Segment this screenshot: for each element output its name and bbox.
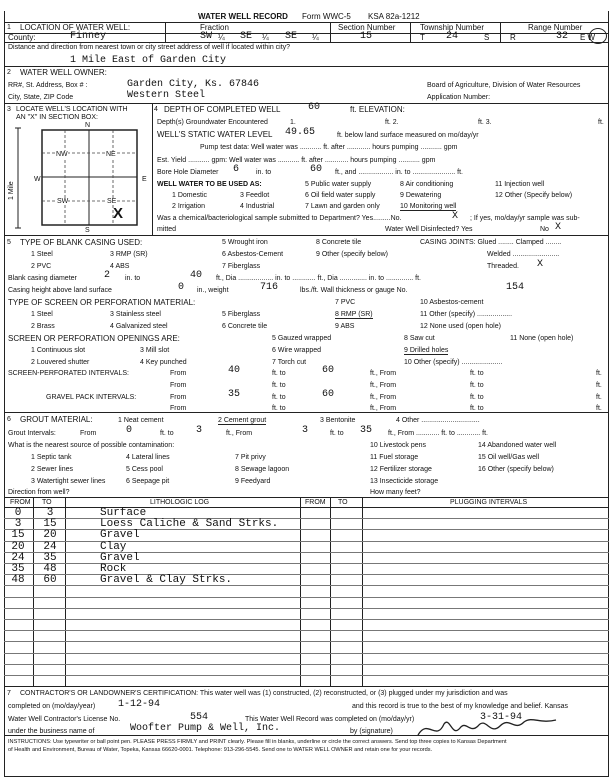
- static-level-tail: ft. below land surface measured on mo/day/yr: [337, 132, 479, 139]
- business-name[interactable]: Woofter Pump & Well, Inc.: [130, 723, 281, 734]
- disinfected-no: No: [540, 226, 549, 233]
- from-label: From: [170, 405, 187, 412]
- opening-1[interactable]: 1 Continuous slot: [31, 347, 86, 354]
- use-7[interactable]: 7 Lawn and garden only: [305, 203, 380, 210]
- contam-11[interactable]: 11 Fuel storage: [370, 454, 419, 461]
- screen-intervals-label: SCREEN-PERFORATED INTERVALS:: [8, 370, 129, 377]
- gravel-from[interactable]: 35: [228, 389, 241, 400]
- log-description-cell[interactable]: Surface: [100, 507, 147, 519]
- contam-15[interactable]: 15 Oil well/Gas well: [478, 454, 540, 461]
- ft-end: ft.: [596, 370, 602, 377]
- ft-to: ft. to: [470, 394, 484, 401]
- screen-9[interactable]: 9 ABS: [335, 323, 355, 330]
- completed-date[interactable]: 1-12-94: [118, 699, 161, 710]
- bore-label: Bore Hole Diameter: [157, 169, 219, 176]
- screen-4[interactable]: 4 Galvanized steel: [110, 323, 168, 330]
- screen-1[interactable]: 1 Steel: [31, 311, 53, 318]
- diameter-tail: ft., Dia .................. in. to ............ ft., Dia .............. in. to .............. ft.: [216, 275, 421, 282]
- log-description-cell[interactable]: Rock: [100, 563, 127, 575]
- opening-7[interactable]: 7 Torch cut: [272, 359, 307, 366]
- direction-label: Direction from well?: [8, 489, 70, 496]
- range-r: R: [510, 33, 516, 42]
- log-header-to: TO: [42, 499, 52, 506]
- address-value[interactable]: Garden City, Ks. 67846: [127, 79, 260, 90]
- how-many-feet-label: How many feet?: [370, 489, 421, 496]
- grout-from[interactable]: 0: [126, 425, 133, 436]
- groundwater-label: Depth(s) Groundwater Encountered: [157, 119, 268, 126]
- gw-1: 1.: [290, 119, 296, 126]
- gravel-pack-label: GRAVEL PACK INTERVALS:: [46, 394, 137, 401]
- elevation-label: ft. ELEVATION:: [350, 105, 405, 114]
- township-t: T: [420, 33, 425, 42]
- contam-3[interactable]: 3 Watertight sewer lines: [31, 478, 106, 485]
- screen-from[interactable]: 40: [228, 365, 241, 376]
- disinfected-no-mark[interactable]: X: [555, 222, 562, 233]
- gw-end: ft.: [598, 119, 604, 126]
- screen-8-selected[interactable]: 8 RMP (SR): [335, 311, 373, 318]
- contam-16[interactable]: 16 Other (specify below): [478, 466, 554, 473]
- log-description-cell[interactable]: Gravel & Clay Strks.: [100, 574, 233, 586]
- log-description-cell[interactable]: Clay: [100, 541, 127, 553]
- contam-7[interactable]: 7 Pit privy: [235, 454, 266, 461]
- ft-to: ft. to: [470, 370, 484, 377]
- threaded: Threaded.: [487, 263, 519, 270]
- diameter-in-to: in. to: [125, 275, 141, 282]
- instructions-line-2: of Health and Environment, Bureau of Water, Topeka, Kansas 66620-0001. Telephone: 913-296-5545. Send one to WATER WELL OWNER and retain one for your records.: [8, 747, 433, 753]
- screen-5[interactable]: 5 Fiberglass: [222, 311, 261, 318]
- use-4[interactable]: 4 Industrial: [240, 203, 275, 210]
- range-value[interactable]: 32: [556, 31, 569, 42]
- grout-3[interactable]: 3 Bentonite: [320, 417, 356, 424]
- log-to-cell[interactable]: 20: [43, 529, 57, 541]
- log-header-plugging: PLUGGING INTERVALS: [450, 499, 528, 506]
- opening-10[interactable]: 10 Other (specify) .....................: [404, 359, 503, 366]
- section-number: 4: [154, 106, 158, 113]
- screen-10[interactable]: 10 Asbestos-cement: [420, 299, 484, 306]
- bore-to-value[interactable]: 60: [310, 164, 323, 175]
- fraction-label: Fraction: [200, 23, 229, 32]
- log-from-cell[interactable]: 15: [11, 529, 25, 541]
- log-to-cell[interactable]: 3: [46, 507, 54, 519]
- from-label: From: [170, 382, 187, 389]
- city-label: City, State, ZIP Code: [8, 94, 74, 101]
- quad-nw: NW: [56, 151, 68, 158]
- casing-2[interactable]: 2 PVC: [31, 263, 52, 270]
- completed-label: completed on (mo/day/year): [8, 703, 96, 710]
- chem-tail: ; If yes, mo/day/yr sample was sub-: [470, 215, 580, 222]
- ft-end: ft.: [596, 382, 602, 389]
- township-value[interactable]: 24: [446, 31, 459, 42]
- ft-to: ft. to: [272, 394, 286, 401]
- range-label: Range Number: [528, 23, 583, 32]
- use-label: WELL WATER TO BE USED AS:: [157, 181, 262, 188]
- threaded-mark[interactable]: X: [537, 259, 544, 270]
- bore-tail: ft., and .................. in. to ...................... ft.: [335, 169, 463, 176]
- gravel-to[interactable]: 60: [322, 389, 335, 400]
- application-number-label: Application Number:: [427, 94, 491, 101]
- screen-to[interactable]: 60: [322, 365, 335, 376]
- board-text: Board of Agriculture, Division of Water Resources: [427, 82, 581, 89]
- form-number: Form WWC-5: [302, 12, 351, 21]
- log-from-cell[interactable]: 0: [14, 507, 22, 519]
- weight-label: in., weight: [197, 287, 229, 294]
- quad-ne: NE: [106, 151, 116, 158]
- grout-intervals-label: Grout Intervals:: [8, 430, 56, 437]
- screen-3[interactable]: 3 Stainless steel: [110, 311, 161, 318]
- quad-se: SE: [107, 198, 117, 205]
- ft-from: ft., From: [370, 382, 397, 389]
- screen-11[interactable]: 11 Other (specify) ..................: [420, 311, 513, 318]
- log-from-cell[interactable]: 3: [14, 518, 22, 530]
- section-number-label: Section Number: [338, 23, 396, 32]
- screen-12[interactable]: 12 None used (open hole): [420, 323, 501, 330]
- static-level-label: WELL'S STATIC WATER LEVEL: [157, 130, 273, 139]
- quarter-1[interactable]: SW: [200, 31, 213, 42]
- ft-from: ft., From: [370, 370, 397, 377]
- opening-6[interactable]: 6 Wire wrapped: [272, 347, 322, 354]
- compass-s: S: [85, 227, 90, 234]
- contam-13[interactable]: 13 Insecticide storage: [370, 478, 439, 485]
- log-description-cell[interactable]: Gravel: [100, 529, 140, 541]
- grout-tail: ft., From ............ ft. to ............ ft.: [388, 430, 488, 437]
- use-6[interactable]: 6 Oil field water supply: [305, 192, 376, 199]
- mile-label: 1 Mile: [8, 181, 15, 200]
- casing-5[interactable]: 5 Wrought iron: [222, 239, 268, 246]
- weight-value[interactable]: 716: [260, 282, 279, 293]
- quad-sw: SW: [57, 198, 69, 205]
- form-title: WATER WELL RECORD: [198, 12, 288, 21]
- screen-2[interactable]: 2 Brass: [31, 323, 55, 330]
- log-description-cell[interactable]: Gravel: [100, 552, 140, 564]
- use-5[interactable]: 5 Public water supply: [305, 181, 372, 188]
- ksa-ref: KSA 82a-1212: [368, 12, 420, 21]
- log-from-cell[interactable]: 48: [11, 574, 25, 586]
- contam-2[interactable]: 2 Sewer lines: [31, 466, 74, 473]
- log-to-cell[interactable]: 15: [43, 518, 57, 530]
- weight-tail: lbs./ft. Wall thickness or gauge No.: [300, 287, 408, 294]
- contamination-label: What is the nearest source of possible contamination:: [8, 442, 175, 449]
- signature-label: by (signature): [350, 728, 393, 735]
- township-s: S: [484, 33, 490, 42]
- license-label: Water Well Contractor's License No.: [8, 716, 121, 723]
- ft-to: ft. to: [272, 382, 286, 389]
- contam-14[interactable]: 14 Abandoned water well: [478, 442, 557, 449]
- contam-6[interactable]: 6 Seepage pit: [126, 478, 170, 485]
- opening-5[interactable]: 5 Gauzed wrapped: [272, 335, 332, 342]
- grout-4[interactable]: 4 Other ..............................: [396, 417, 480, 424]
- section-number: 1: [7, 24, 11, 31]
- use-10-selected[interactable]: 10 Monitoring well: [400, 203, 457, 210]
- grout-from2-label: ft., From: [226, 430, 253, 437]
- casing-4[interactable]: 4 ABS: [110, 263, 130, 270]
- true-statement: and this record is true to the best of my knowledge and belief. Kansas: [352, 703, 568, 710]
- yield-line: Est. Yield ........... gpm: Well water was ........... ft. after ............ hours pumping ........... gpm: [157, 157, 436, 164]
- quarter-2[interactable]: SE: [240, 31, 253, 42]
- casing-joints: CASING JOINTS: Glued ........ Clamped ........: [420, 239, 562, 246]
- section-number: 6: [7, 416, 11, 423]
- ft-to: ft. to: [470, 405, 484, 412]
- section-3-label: LOCATE WELL'S LOCATION WITH: [16, 106, 128, 113]
- use-3[interactable]: 3 Feedlot: [240, 192, 270, 199]
- depth-value[interactable]: 60: [308, 102, 321, 113]
- grout-from2[interactable]: 3: [302, 425, 309, 436]
- contam-4[interactable]: 4 Lateral lines: [126, 454, 170, 461]
- screen-6[interactable]: 6 Concrete tile: [222, 323, 268, 330]
- section-number: 2: [7, 69, 11, 76]
- quarter-3[interactable]: SE: [285, 31, 298, 42]
- chem-sample-question: Was a chemical/bacteriological sample submitted to Department? Yes.........No.: [157, 215, 402, 222]
- static-level-value[interactable]: 49.65: [285, 127, 316, 138]
- grout-to-label: ft. to: [160, 430, 174, 437]
- range-ew: E W: [580, 33, 596, 42]
- log-to-cell[interactable]: 48: [43, 563, 57, 575]
- log-to-cell[interactable]: 60: [43, 574, 57, 586]
- distance-label: Distance and direction from nearest town or city street address of well if located within city?: [8, 44, 291, 51]
- contam-1[interactable]: 1 Septic tank: [31, 454, 72, 461]
- distance-value[interactable]: 1 Mile East of Garden City: [70, 55, 227, 66]
- gauge-value[interactable]: 154: [506, 282, 525, 293]
- grout-to2-label: ft. to: [330, 430, 344, 437]
- contam-12[interactable]: 12 Fertilizer storage: [370, 466, 432, 473]
- location-x-mark: X: [113, 205, 124, 222]
- ft-to: ft. to: [470, 382, 484, 389]
- ft-end: ft.: [596, 394, 602, 401]
- log-description-cell[interactable]: Loess Caliche & Sand Strks.: [100, 518, 279, 530]
- chem-no-mark[interactable]: X: [452, 211, 459, 222]
- ft-from: ft., From: [370, 405, 397, 412]
- log-header-litho: LITHOLOGIC LOG: [150, 499, 210, 506]
- compass-e: E: [142, 176, 147, 183]
- record-date[interactable]: 3-31-94: [480, 712, 523, 723]
- casing-height-label: Casing height above land surface: [8, 287, 112, 294]
- opening-11[interactable]: 11 None (open hole): [510, 335, 574, 342]
- gw-2: ft. 2.: [385, 119, 399, 126]
- log-to-cell[interactable]: 24: [43, 541, 57, 553]
- use-1[interactable]: 1 Domestic: [172, 192, 208, 199]
- casing-9[interactable]: 9 Other (specify below): [316, 251, 388, 258]
- ft-to: ft. to: [272, 405, 286, 412]
- opening-2[interactable]: 2 Louvered shutter: [31, 359, 90, 366]
- grout-2-selected[interactable]: 2 Cement grout: [218, 417, 267, 424]
- casing-8[interactable]: 8 Concrete tile: [316, 239, 362, 246]
- quarter-symbol: ¼: [312, 33, 319, 42]
- screen-type-label: TYPE OF SCREEN OR PERFORATION MATERIAL:: [8, 298, 196, 307]
- grout-material-label: GROUT MATERIAL:: [20, 415, 93, 424]
- casing-diameter-label: Blank casing diameter: [8, 275, 77, 282]
- opening-8[interactable]: 8 Saw cut: [404, 335, 435, 342]
- casing-6[interactable]: 6 Asbestos-Cement: [222, 251, 284, 258]
- use-8[interactable]: 8 Air conditioning: [400, 181, 454, 188]
- grout-1[interactable]: 1 Neat cement: [118, 417, 164, 424]
- log-to-cell[interactable]: 35: [43, 552, 57, 564]
- section-number: 5: [7, 239, 11, 246]
- welded: Welded ........................: [487, 251, 560, 258]
- grout-to2[interactable]: 35: [360, 425, 373, 436]
- openings-label: SCREEN OR PERFORATION OPENINGS ARE:: [8, 334, 180, 343]
- casing-height[interactable]: 0: [178, 282, 185, 293]
- contam-9[interactable]: 9 Feedyard: [235, 478, 271, 485]
- city-value[interactable]: Western Steel: [127, 90, 206, 101]
- quarter-symbol: ¼: [218, 33, 225, 42]
- casing-to[interactable]: 40: [190, 270, 203, 281]
- log-from-cell[interactable]: 24: [11, 552, 25, 564]
- address-label: RR#, St. Address, Box # :: [8, 82, 88, 89]
- casing-7[interactable]: 7 Fiberglass: [222, 263, 261, 270]
- compass-n: N: [85, 122, 91, 129]
- section-1-label: LOCATION OF WATER WELL:: [20, 23, 131, 32]
- log-from-cell[interactable]: 35: [11, 563, 25, 575]
- certification-text: CONTRACTOR'S OR LANDOWNER'S CERTIFICATION: This water well was (1) constructed, (2) reconstructed, or (3) plugged under my jurisdiction and was: [20, 690, 508, 697]
- submitted-label: mitted: [157, 226, 177, 233]
- pump-test-line: Pump test data: Well water was ........... ft. after ............ hours pumping ........... gpm: [200, 144, 458, 151]
- township-label: Township Number: [420, 23, 485, 32]
- quarter-symbol: ¼: [262, 33, 269, 42]
- bore-value[interactable]: 6: [233, 164, 240, 175]
- opening-9-selected[interactable]: 9 Drilled holes: [404, 347, 449, 354]
- grout-from-label: From: [80, 430, 97, 437]
- section-number: 7: [7, 690, 11, 697]
- opening-3[interactable]: 3 Mill slot: [140, 347, 170, 354]
- log-from-cell[interactable]: 20: [11, 541, 25, 553]
- casing-1[interactable]: 1 Steel: [31, 251, 53, 258]
- section-number: 3: [7, 106, 11, 113]
- ft-to: ft. to: [272, 370, 286, 377]
- from-label: From: [170, 370, 187, 377]
- casing-type-label: TYPE OF BLANK CASING USED:: [20, 238, 143, 247]
- section-number-value[interactable]: 15: [360, 31, 373, 42]
- screen-7[interactable]: 7 PVC: [335, 299, 356, 306]
- ft-end: ft.: [596, 405, 602, 412]
- county-label: County:: [8, 33, 36, 42]
- contam-8[interactable]: 8 Sewage lagoon: [235, 466, 290, 473]
- contam-5[interactable]: 5 Cess pool: [126, 466, 163, 473]
- disinfected-label: Water Well Disinfected? Yes: [385, 226, 473, 233]
- contam-10[interactable]: 10 Livestock pens: [370, 442, 427, 449]
- grout-to[interactable]: 3: [196, 425, 203, 436]
- log-header-from2: FROM: [305, 499, 326, 506]
- depth-label: DEPTH OF COMPLETED WELL: [164, 105, 281, 114]
- section-2-label: WATER WELL OWNER:: [20, 68, 107, 77]
- license-number[interactable]: 554: [190, 712, 209, 723]
- gw-3: ft. 3.: [478, 119, 492, 126]
- bore-in-to: in. to: [256, 169, 272, 176]
- log-header-from: FROM: [10, 499, 31, 506]
- use-12[interactable]: 12 Other (Specify below): [495, 192, 573, 199]
- section-3-label: AN "X" IN SECTION BOX:: [16, 114, 98, 121]
- business-label: under the business name of: [8, 728, 95, 735]
- record-completed-label: This Water Well Record was completed on (mo/day/yr): [245, 716, 415, 723]
- log-header-to2: TO: [338, 499, 348, 506]
- casing-3[interactable]: 3 RMP (SR): [110, 251, 148, 258]
- use-11[interactable]: 11 Injection well: [495, 181, 545, 188]
- county-value[interactable]: Finney: [70, 31, 107, 42]
- use-9[interactable]: 9 Dewatering: [400, 192, 442, 199]
- casing-diameter[interactable]: 2: [104, 270, 111, 281]
- compass-w: W: [34, 176, 41, 183]
- ft-from: ft., From: [370, 394, 397, 401]
- from-label: From: [170, 394, 187, 401]
- instructions-line-1: INSTRUCTIONS: Use typewriter or ball point pen. PLEASE PRESS FIRMLY and PRINT clearly. Please fill in blanks, underline or circle the correct answers. Send top three copies to Kansas Department: [8, 739, 507, 745]
- opening-4[interactable]: 4 Key punched: [140, 359, 187, 366]
- use-2[interactable]: 2 Irrigation: [172, 203, 206, 210]
